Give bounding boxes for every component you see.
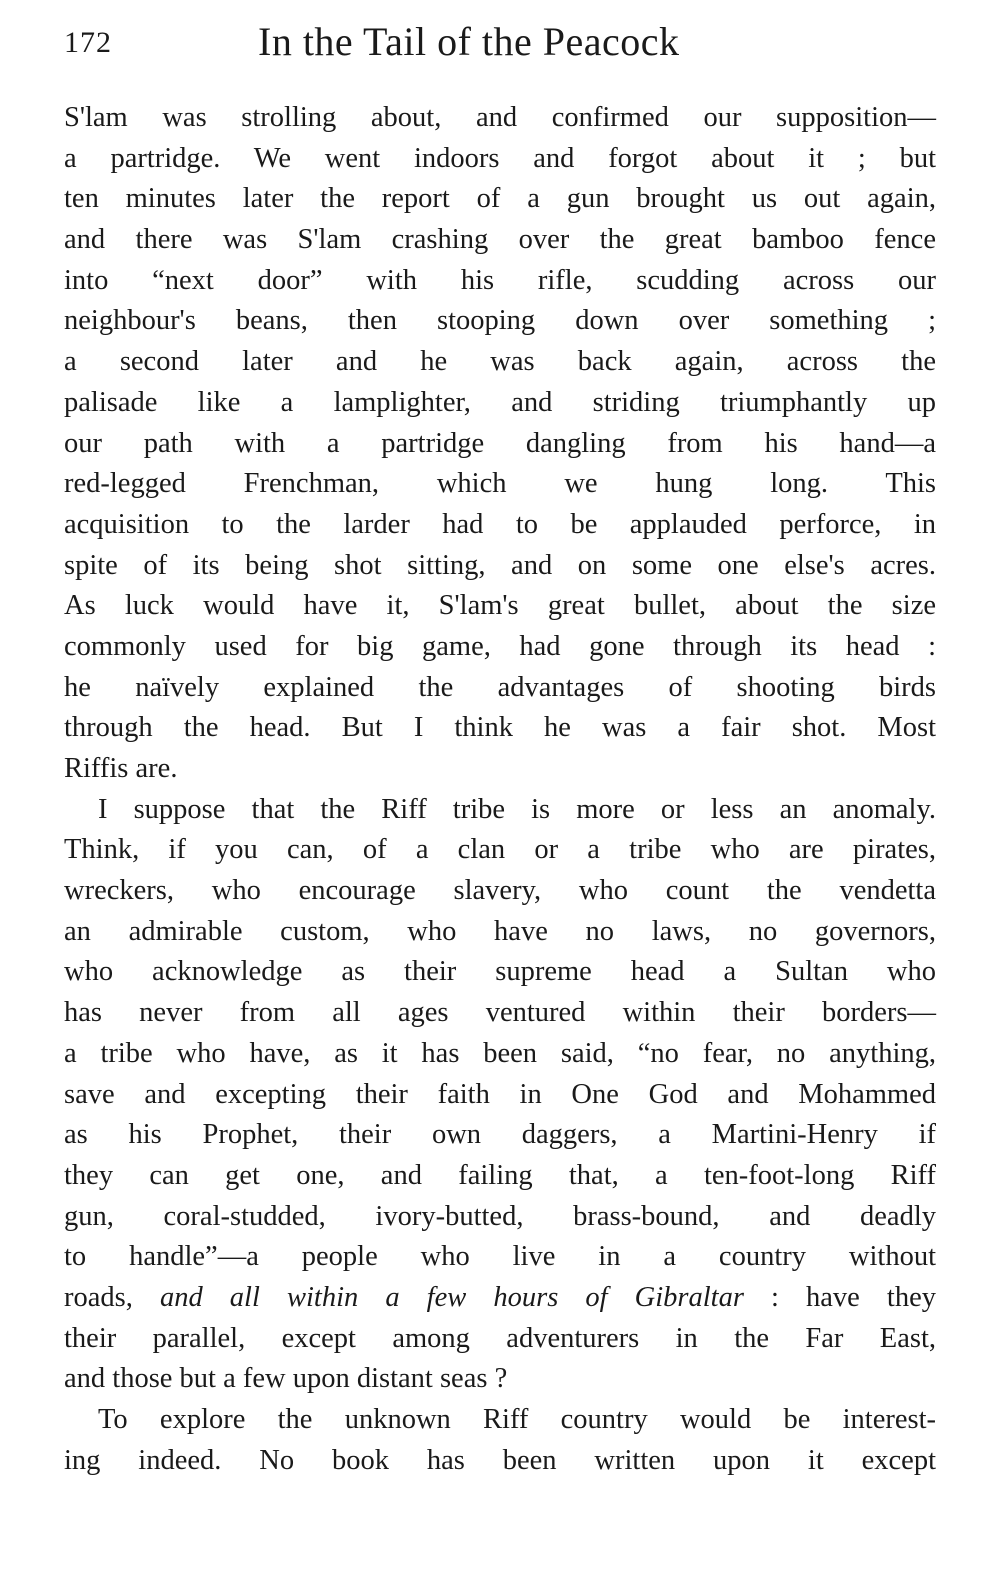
- text-line: they can get one, and failing that, a ten-foot-long Riff: [64, 1159, 936, 1191]
- text-line: commonly used for big game, had gone through its head :: [64, 630, 936, 662]
- text-line: ten minutes later the report of a gun brought us out again,: [64, 183, 936, 215]
- paragraph-start-line: I suppose that the Riff tribe is more or less an anomaly.: [98, 793, 936, 825]
- text-line: acquisition to the larder had to be applauded perforce, in: [64, 508, 936, 540]
- text-segment: roads,: [64, 1281, 160, 1313]
- paragraph-start-line: To explore the unknown Riff country would be interest-: [98, 1404, 936, 1435]
- italic-phrase: and all within a few hours of Gibraltar: [159, 1281, 744, 1313]
- text-line: has never from all ages ventured within their borders—: [64, 997, 936, 1029]
- text-line: save and excepting their faith in One God and Mohammed: [64, 1078, 936, 1110]
- text-line: their parallel, except among adventurers in the Far East,: [64, 1322, 936, 1354]
- text-line: a second later and he was back again, across the: [64, 346, 936, 378]
- text-line: S'lam was strolling about, and confirmed our supposition—: [64, 102, 936, 133]
- text-line: to handle”—a people who live in a country without: [64, 1241, 936, 1273]
- text-line: As luck would have it, S'lam's great bullet, about the size: [64, 590, 936, 622]
- text-line: spite of its being shot sitting, and on some one else's acres.: [64, 549, 936, 581]
- text-line-with-italic: [64, 1278, 936, 1319]
- text-line: neighbour's beans, then stooping down over something ;: [64, 305, 936, 337]
- running-title: In the Tail of the Peacock: [258, 19, 680, 64]
- text-line: as his Prophet, their own daggers, a Martini-Henry if: [64, 1119, 936, 1151]
- text-line: an admirable custom, who have no laws, no governors,: [64, 915, 936, 947]
- text-line: he naïvely explained the advantages of shooting birds: [64, 671, 936, 703]
- text-line: ing indeed. No book has been written upon it except: [64, 1444, 936, 1476]
- text-line: and there was S'lam crashing over the great bamboo fence: [64, 224, 936, 256]
- text-line: into “next door” with his rifle, scudding across our: [64, 264, 936, 296]
- text-line: wreckers, who encourage slavery, who count the vendetta: [64, 875, 936, 907]
- body-text: [64, 98, 936, 1481]
- text-line: red-legged Frenchman, which we hung long. This: [64, 468, 936, 500]
- text-line: through the head. But I think he was a fair shot. Most: [64, 712, 936, 744]
- paragraph-end-line: Riffis are.: [64, 753, 178, 784]
- text-line: our path with a partridge dangling from his hand—a: [64, 427, 936, 459]
- text-line: who acknowledge as their supreme head a Sultan who: [64, 956, 936, 988]
- text-segment: : have they: [743, 1281, 936, 1313]
- text-line: Think, if you can, of a clan or a tribe who are pirates,: [64, 834, 936, 866]
- text-line: a partridge. We went indoors and forgot about it ; but: [64, 142, 936, 174]
- page-number: 172: [64, 26, 112, 59]
- text-line: gun, coral-studded, ivory-butted, brass-bound, and deadly: [64, 1200, 936, 1232]
- paragraph-end-line: and those but a few upon distant seas ?: [64, 1363, 508, 1395]
- text-line: a tribe who have, as it has been said, “no fear, no anything,: [64, 1037, 936, 1069]
- text-line: palisade like a lamplighter, and striding triumphantly up: [64, 386, 936, 418]
